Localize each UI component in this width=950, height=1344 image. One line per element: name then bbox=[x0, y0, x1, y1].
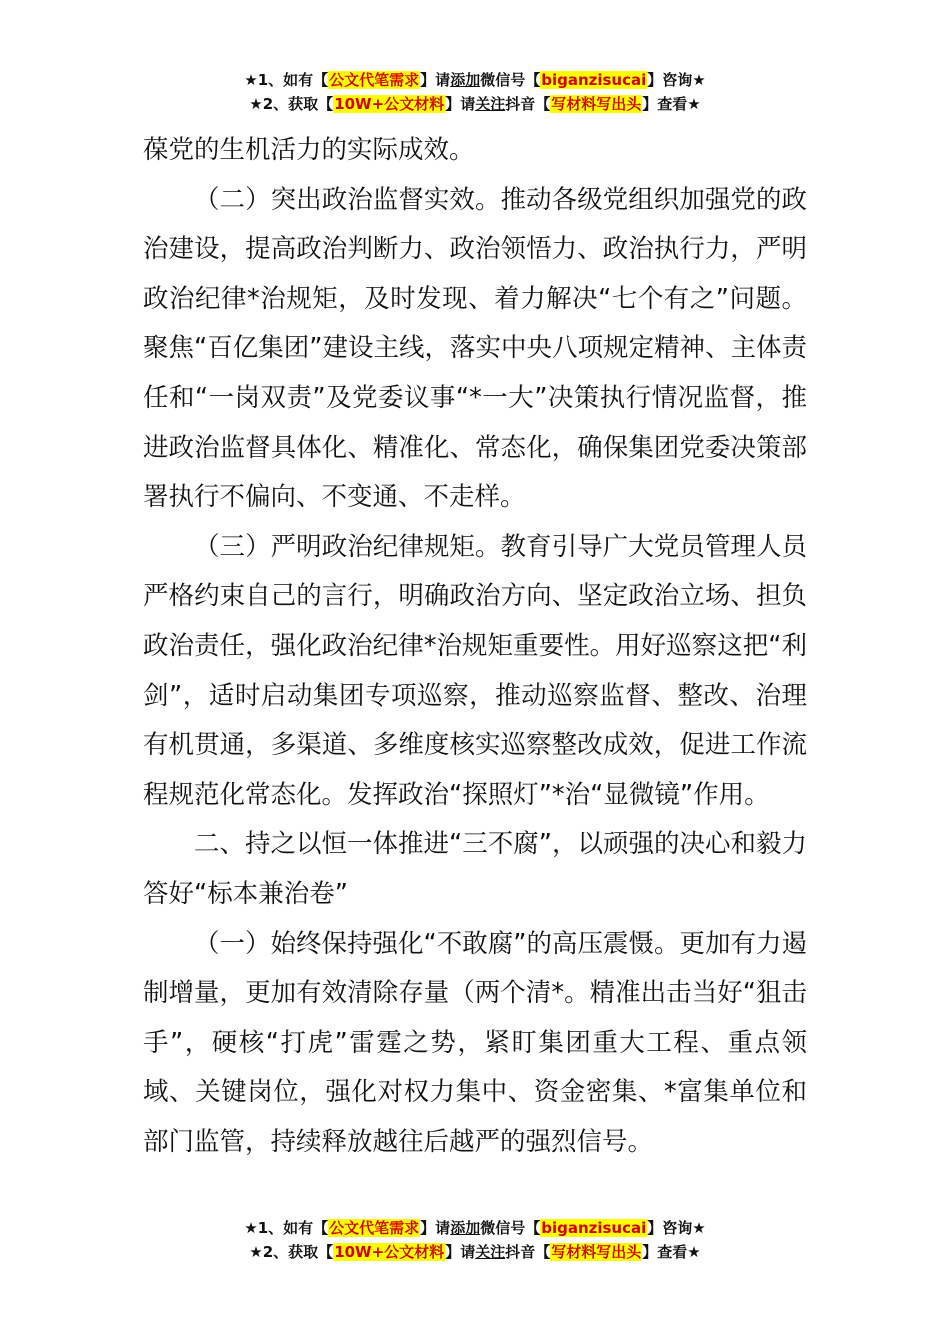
banner-highlight: 公文代笔需求 bbox=[329, 71, 420, 89]
banner-text: 】请 bbox=[445, 1243, 476, 1261]
banner-line-2 bbox=[0, 1240, 950, 1264]
banner-text: ★1、如有【 bbox=[244, 71, 329, 89]
banner-text: 】查看★ bbox=[642, 1243, 701, 1261]
banner-text: 】请 bbox=[420, 1219, 451, 1237]
banner-underline: 添加 bbox=[450, 1219, 481, 1237]
banner-highlight: biganzisucai bbox=[541, 71, 647, 89]
banner-highlight: 10W+公文材料 bbox=[334, 1243, 445, 1261]
banner-underline: 关注 bbox=[475, 95, 506, 113]
banner-underline: 添加 bbox=[450, 71, 481, 89]
banner-text: 】请 bbox=[420, 71, 451, 89]
banner-highlight: 公文代笔需求 bbox=[329, 1219, 420, 1237]
banner-text: 微信号【 bbox=[480, 1219, 541, 1237]
bottom-banner bbox=[0, 1216, 950, 1264]
banner-text: 】请 bbox=[445, 95, 476, 113]
banner-highlight: biganzisucai bbox=[541, 1219, 647, 1237]
banner-highlight: 写材料写出头 bbox=[551, 1243, 642, 1261]
banner-highlight: 10W+公文材料 bbox=[334, 95, 445, 113]
banner-text: 微信号【 bbox=[480, 71, 541, 89]
banner-text: 】咨询★ bbox=[647, 71, 706, 89]
paragraph: 葆党的生机活力的实际成效。 bbox=[143, 135, 475, 165]
section-heading: 二、持之以恒一体推进“三不腐”，以顽强的决心和毅力答好“标本兼治卷” bbox=[143, 829, 807, 909]
banner-line-1 bbox=[0, 68, 950, 92]
top-banner bbox=[0, 68, 950, 116]
banner-text: ★2、获取【 bbox=[249, 1243, 334, 1261]
document-body bbox=[143, 126, 807, 1167]
banner-highlight: 写材料写出头 bbox=[551, 95, 642, 113]
banner-text: ★2、获取【 bbox=[249, 95, 334, 113]
banner-text: 抖音【 bbox=[505, 1243, 551, 1261]
paragraph: （三）严明政治纪律规矩。教育引导广大党员管理人员严格约束自己的言行，明确政治方向、坚定政治立场、担负政治责任，强化政治纪律*治规矩重要性。用好巡察这把“利剑”，适时启动集团专项巡察，推动巡察监督、整改、治理有机贯通，多渠道、多维度核实巡察整改成效，促进工作流程规范化常态化。发挥政治“探照灯”*治“显微镜”作用。 bbox=[143, 531, 807, 810]
banner-text: 抖音【 bbox=[505, 95, 551, 113]
banner-line-1 bbox=[0, 1216, 950, 1240]
banner-underline: 关注 bbox=[475, 1243, 506, 1261]
paragraph: （二）突出政治监督实效。推动各级党组织加强党的政治建设，提高政治判断力、政治领悟力、政治执行力，严明政治纪律*治规矩，及时发现、着力解决“七个有之”问题。聚焦“百亿集团”建设主线，落实中央八项规定精神、主体责任和“一岗双责”及党委议事“*一大”决策执行情况监督，推进政治监督具体化、精准化、常态化，确保集团党委决策部署执行不偏向、不变通、不走样。 bbox=[143, 184, 807, 513]
banner-text: 】查看★ bbox=[642, 95, 701, 113]
banner-line-2 bbox=[0, 92, 950, 116]
paragraph: （一）始终保持强化“不敢腐”的高压震慑。更加有力遏制增量，更加有效清除存量（两个清*。精准出击当好“狙击手”，硬核“打虎”雷霆之势，紧盯集团重大工程、重点领域、关键岗位，强化对权力集中、资金密集、*富集单位和部门监管，持续释放越往后越严的强烈信号。 bbox=[143, 928, 807, 1157]
banner-text: ★1、如有【 bbox=[244, 1219, 329, 1237]
banner-text: 】咨询★ bbox=[647, 1219, 706, 1237]
